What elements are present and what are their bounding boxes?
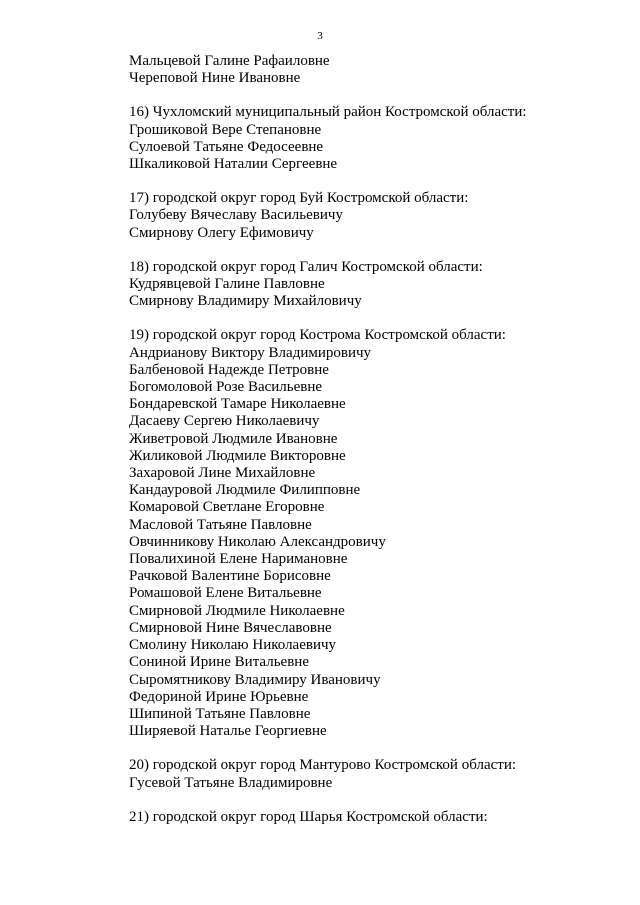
document-body [129,53,599,826]
page-number: 3 [317,30,323,42]
list-item: Балбеновой Надежде Петровне [129,361,329,378]
section-20 [129,757,599,791]
list-item: Живетровой Людмиле Ивановне [129,430,338,447]
list-item: Шкаликовой Наталии Сергеевне [129,156,338,173]
list-item: Череповой Нине Ивановне [129,70,301,87]
list-item: Голубеву Вячеславу Васильевичу [129,207,343,224]
section-21 [129,809,599,826]
section-16 [129,104,599,173]
list-item: Сониной Ирине Витальевне [129,654,309,671]
list-item: Повалихиной Елене Наримановне [129,551,348,568]
section-heading: 20) городской округ город Мантурово Костромской области: [129,757,517,774]
list-item: Ширяевой Наталье Георгиевне [129,723,327,740]
section-continuation [129,53,599,87]
list-item: Рачковой Валентине Борисовне [129,568,331,585]
list-item: Сулоевой Татьяне Федосеевне [129,138,324,155]
list-item: Смирновой Людмиле Николаевне [129,602,345,619]
list-item: Смирнову Олегу Ефимовичу [129,224,314,241]
list-item: Захаровой Лине Михайловне [129,465,316,482]
list-item: Смирнову Владимиру Михайловичу [129,293,362,310]
list-item: Гусевой Татьяне Владимировне [129,774,333,791]
section-heading: 18) городской округ город Галич Костромской области: [129,258,483,275]
list-item: Жиликовой Людмиле Викторовне [129,447,346,464]
list-item: Сыромятникову Владимиру Ивановичу [129,671,381,688]
list-item: Кудрявцевой Галине Павловне [129,276,325,293]
section-heading: 17) городской округ город Буй Костромской области: [129,190,469,207]
list-item: Смирновой Нине Вячеславовне [129,619,332,636]
list-item: Богомоловой Розе Васильевне [129,379,323,396]
list-item: Смолину Николаю Николаевичу [129,637,337,654]
list-item: Андрианову Виктору Владимировичу [129,344,372,361]
list-item: Шипиной Татьяне Павловне [129,705,311,722]
section-heading: 19) городской округ город Кострома Костромской области: [129,327,506,344]
section-18 [129,259,599,311]
list-item: Кандауровой Людмиле Филипповне [129,482,361,499]
list-item: Ромашовой Елене Витальевне [129,585,322,602]
section-19 [129,327,599,740]
section-heading: 16) Чухломский муниципальный район Костромской области: [129,104,527,121]
list-item: Комаровой Светлане Егоровне [129,499,325,516]
section-heading: 21) городской округ город Шарья Костромской области: [129,808,488,825]
list-item: Бондаревской Тамаре Николаевне [129,396,346,413]
list-item: Дасаеву Сергею Николаевичу [129,413,320,430]
list-item: Грошиковой Вере Степановне [129,121,322,138]
section-17 [129,190,599,242]
list-item: Овчинникову Николаю Александровичу [129,533,386,550]
list-item: Мальцевой Галине Рафаиловне [129,53,330,69]
list-item: Федориной Ирине Юрьевне [129,688,309,705]
list-item: Масловой Татьяне Павловне [129,516,312,533]
